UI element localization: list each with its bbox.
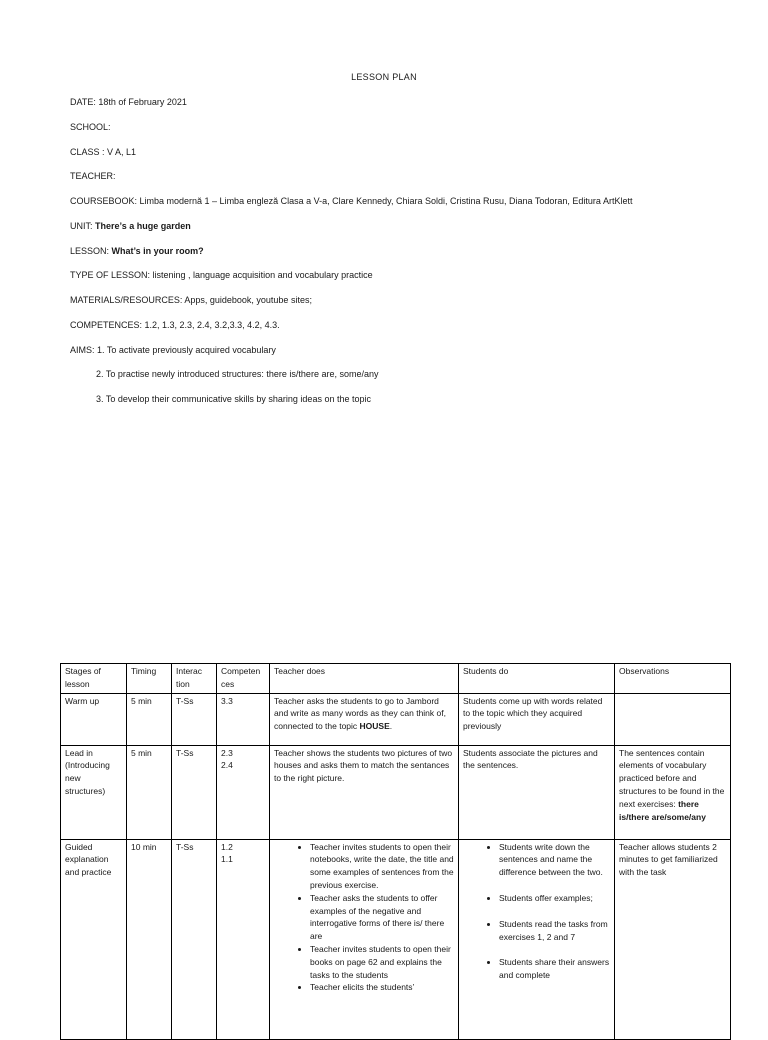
list-item: • Teacher elicits the students’ [310, 981, 454, 994]
cell-timing: 10 min [127, 839, 172, 1039]
aim-1: AIMS: 1. To activate previously acquired vocabulary [70, 345, 276, 355]
cell-students-do: Students associate the pictures and the sentences. [459, 745, 615, 839]
cell-stage: Guided explanation and practice [61, 839, 127, 1039]
cell-timing: 5 min [127, 745, 172, 839]
lesson-value: What’s in your room? [111, 246, 204, 256]
type-line: TYPE OF LESSON: listening , language acquisition and vocabulary practice [70, 270, 373, 280]
document-title: LESSON PLAN [351, 72, 417, 82]
student-steps-list [463, 841, 610, 982]
cell-stage: Lead in (Introducing new structures) [61, 745, 127, 839]
aim-2: 2. To practise newly introduced structures: there is/there are, some/any [96, 369, 379, 379]
observations-text: The sentences contain elements of vocabulary practiced before and structures to be found in the next exercises: [619, 747, 725, 809]
list-item: • Students read the tasks from exercises 1, 2 and 7 [499, 918, 610, 944]
list-item: • Students offer examples; [499, 892, 610, 905]
cell-teacher-does [270, 693, 459, 745]
aim-3: 3. To develop their communicative skills by sharing ideas on the topic [96, 394, 371, 404]
cell-competences: 2.3 2.4 [217, 745, 270, 839]
competences-line: COMPETENCES: 1.2, 1.3, 2.3, 2.4, 3.2,3.3, 4.2, 4.3. [70, 320, 280, 330]
teacher-text-end: . [389, 721, 393, 732]
table-row-leadin [61, 745, 731, 839]
list-item: • Teacher invites students to open their books on page 62 and explains the tasks to the students [310, 943, 454, 981]
cell-students-do: Students come up with words related to the topic which they acquired previously [459, 693, 615, 745]
lesson-plan-table [60, 663, 731, 1040]
unit-label: UNIT: [70, 221, 96, 231]
table-row-warmup [61, 693, 731, 745]
header-stages: Stages of lesson [61, 664, 127, 694]
coursebook-line: COURSEBOOK: Limba modernă 1 – Limba engleză Clasa a V-a, Clare Kennedy, Chiara Soldi, Cristina Rusu, Diana Todoran, Editura ArtKlett [70, 196, 633, 206]
header-teacher-does: Teacher does [270, 664, 459, 694]
cell-teacher-does [270, 839, 459, 1039]
lesson-line [70, 245, 204, 257]
cell-interaction: T-Ss [172, 745, 217, 839]
unit-value: There’s a huge garden [95, 221, 191, 231]
observations-structures: there is/there are/some/any [619, 798, 706, 822]
header-students-do: Students do [459, 664, 615, 694]
header-observations: Observations [615, 664, 731, 694]
unit-line [70, 220, 191, 232]
teacher-steps-list [274, 841, 454, 995]
cell-competences: 1.2 1.1 [217, 839, 270, 1039]
materials-line: MATERIALS/RESOURCES: Apps, guidebook, youtube sites; [70, 295, 312, 305]
cell-timing: 5 min [127, 693, 172, 745]
cell-stage: Warm up [61, 693, 127, 745]
cell-observations [615, 745, 731, 839]
list-item: • Teacher invites students to open their notebooks, write the date, the title and some examples of sentences from the previous exercise. [310, 841, 454, 892]
cell-interaction: T-Ss [172, 693, 217, 745]
lesson-label: LESSON: [70, 246, 112, 256]
list-item: • Students write down the sentences and name the difference between the two. [499, 841, 610, 879]
school-line: SCHOOL: [70, 122, 111, 132]
teacher-topic: HOUSE [359, 721, 390, 732]
cell-competences: 3.3 [217, 693, 270, 745]
cell-teacher-does: Teacher shows the students two pictures of two houses and asks them to match the sentances to the right picture. [270, 745, 459, 839]
teacher-text: Teacher asks the students to go to Jambord and write as many words as they can think of, connected to the topic [274, 695, 446, 732]
header-timing: Timing [127, 664, 172, 694]
cell-students-do [459, 839, 615, 1039]
header-interaction: Interac tion [172, 664, 217, 694]
teacher-line: TEACHER: [70, 171, 116, 181]
table-row-guided [61, 839, 731, 1039]
list-item: • Students share their answers and complete [499, 956, 610, 982]
list-item: • Teacher asks the students to offer examples of the negative and interrogative forms of there is/ there are [310, 892, 454, 943]
class-line: CLASS : V A, L1 [70, 147, 137, 157]
cell-interaction: T-Ss [172, 839, 217, 1039]
table-header-row [61, 664, 731, 694]
cell-observations: Teacher allows students 2 minutes to get familiarized with the task [615, 839, 731, 1039]
date-line: DATE: 18th of February 2021 [70, 97, 187, 107]
header-competences: Competen ces [217, 664, 270, 694]
cell-observations [615, 693, 731, 745]
